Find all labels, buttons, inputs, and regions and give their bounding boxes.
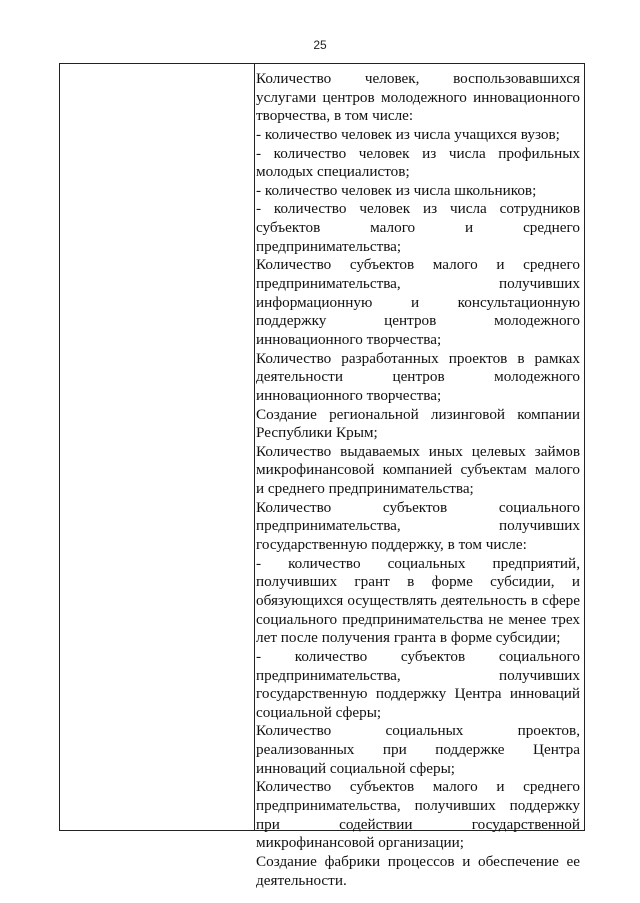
text-line: предпринимательства, получивших (256, 666, 580, 684)
text-line: Количество социальных проектов, (256, 722, 580, 740)
text-line: информационную и консультационную (256, 293, 580, 311)
text-line: Количество разработанных проектов в рамках (256, 349, 580, 367)
text-line: микрофинансовой организации; (256, 834, 464, 852)
text-line: социальной сферы; (256, 703, 382, 721)
table-right-cell (256, 70, 580, 890)
text-line: Создание фабрики процессов и обеспечение ее (256, 852, 580, 870)
text-line: - количество человек из числа учащихся вузов; (256, 125, 560, 143)
text-line: - количество человек из числа сотрудников (256, 200, 580, 218)
text-line: микрофинансовой компанией субъектам малого (256, 461, 580, 479)
text-line: предпринимательства, получивших (256, 517, 580, 535)
text-line: деятельности центров молодежного (256, 368, 580, 386)
text-line: получивших грант в форме субсидии, и (256, 573, 580, 591)
table-left-cell (60, 64, 255, 830)
text-line: Республики Крым; (256, 424, 378, 442)
text-line: Создание региональной лизинговой компании (256, 405, 580, 423)
text-line: государственную поддержку, в том числе: (256, 536, 527, 554)
text-line: творчества, в том числе: (256, 107, 414, 125)
text-line: предпринимательства, получивших (256, 275, 580, 293)
text-line: - количество человек из числа школьников; (256, 181, 537, 199)
text-line: при содействии государственной (256, 815, 580, 833)
text-line: инноваций социальной сферы; (256, 759, 456, 777)
text-line: субъектов малого и среднего (256, 219, 580, 237)
text-line: государственную поддержку Центра инноваций (256, 685, 580, 703)
text-line: деятельности. (256, 871, 347, 889)
text-line: Количество субъектов малого и среднего (256, 256, 580, 274)
text-line: Количество человек, воспользовавшихся (256, 70, 580, 87)
text-line: инновационного творчества; (256, 386, 442, 404)
indicators-table (59, 63, 585, 889)
text-line: Количество субъектов социального (256, 498, 580, 516)
text-line: поддержку центров молодежного (256, 312, 580, 330)
text-line: обязующихся осуществлять деятельность в сфере (256, 591, 580, 609)
text-line: - количество социальных предприятий, (256, 554, 580, 572)
text-line: предпринимательства; (256, 237, 402, 255)
text-line: реализованных при поддержке Центра (256, 741, 580, 759)
text-line: лет после получения гранта в форме субсидии; (256, 629, 561, 647)
text-line: и среднего предпринимательства; (256, 480, 474, 498)
text-line: - количество субъектов социального (256, 647, 580, 665)
text-line: услугами центров молодежного инновационного (256, 88, 580, 106)
text-line: инновационного творчества; (256, 330, 442, 348)
text-line: - количество человек из числа профильных (256, 144, 580, 162)
page-number: 25 (313, 38, 327, 52)
text-line: предпринимательства, получивших поддержку (256, 796, 580, 814)
text-line: молодых специалистов; (256, 163, 410, 181)
text-line: социального предпринимательства не менее трех (256, 610, 580, 628)
text-line: Количество субъектов малого и среднего (256, 778, 580, 796)
text-line: Количество выдаваемых иных целевых займов (256, 442, 580, 460)
